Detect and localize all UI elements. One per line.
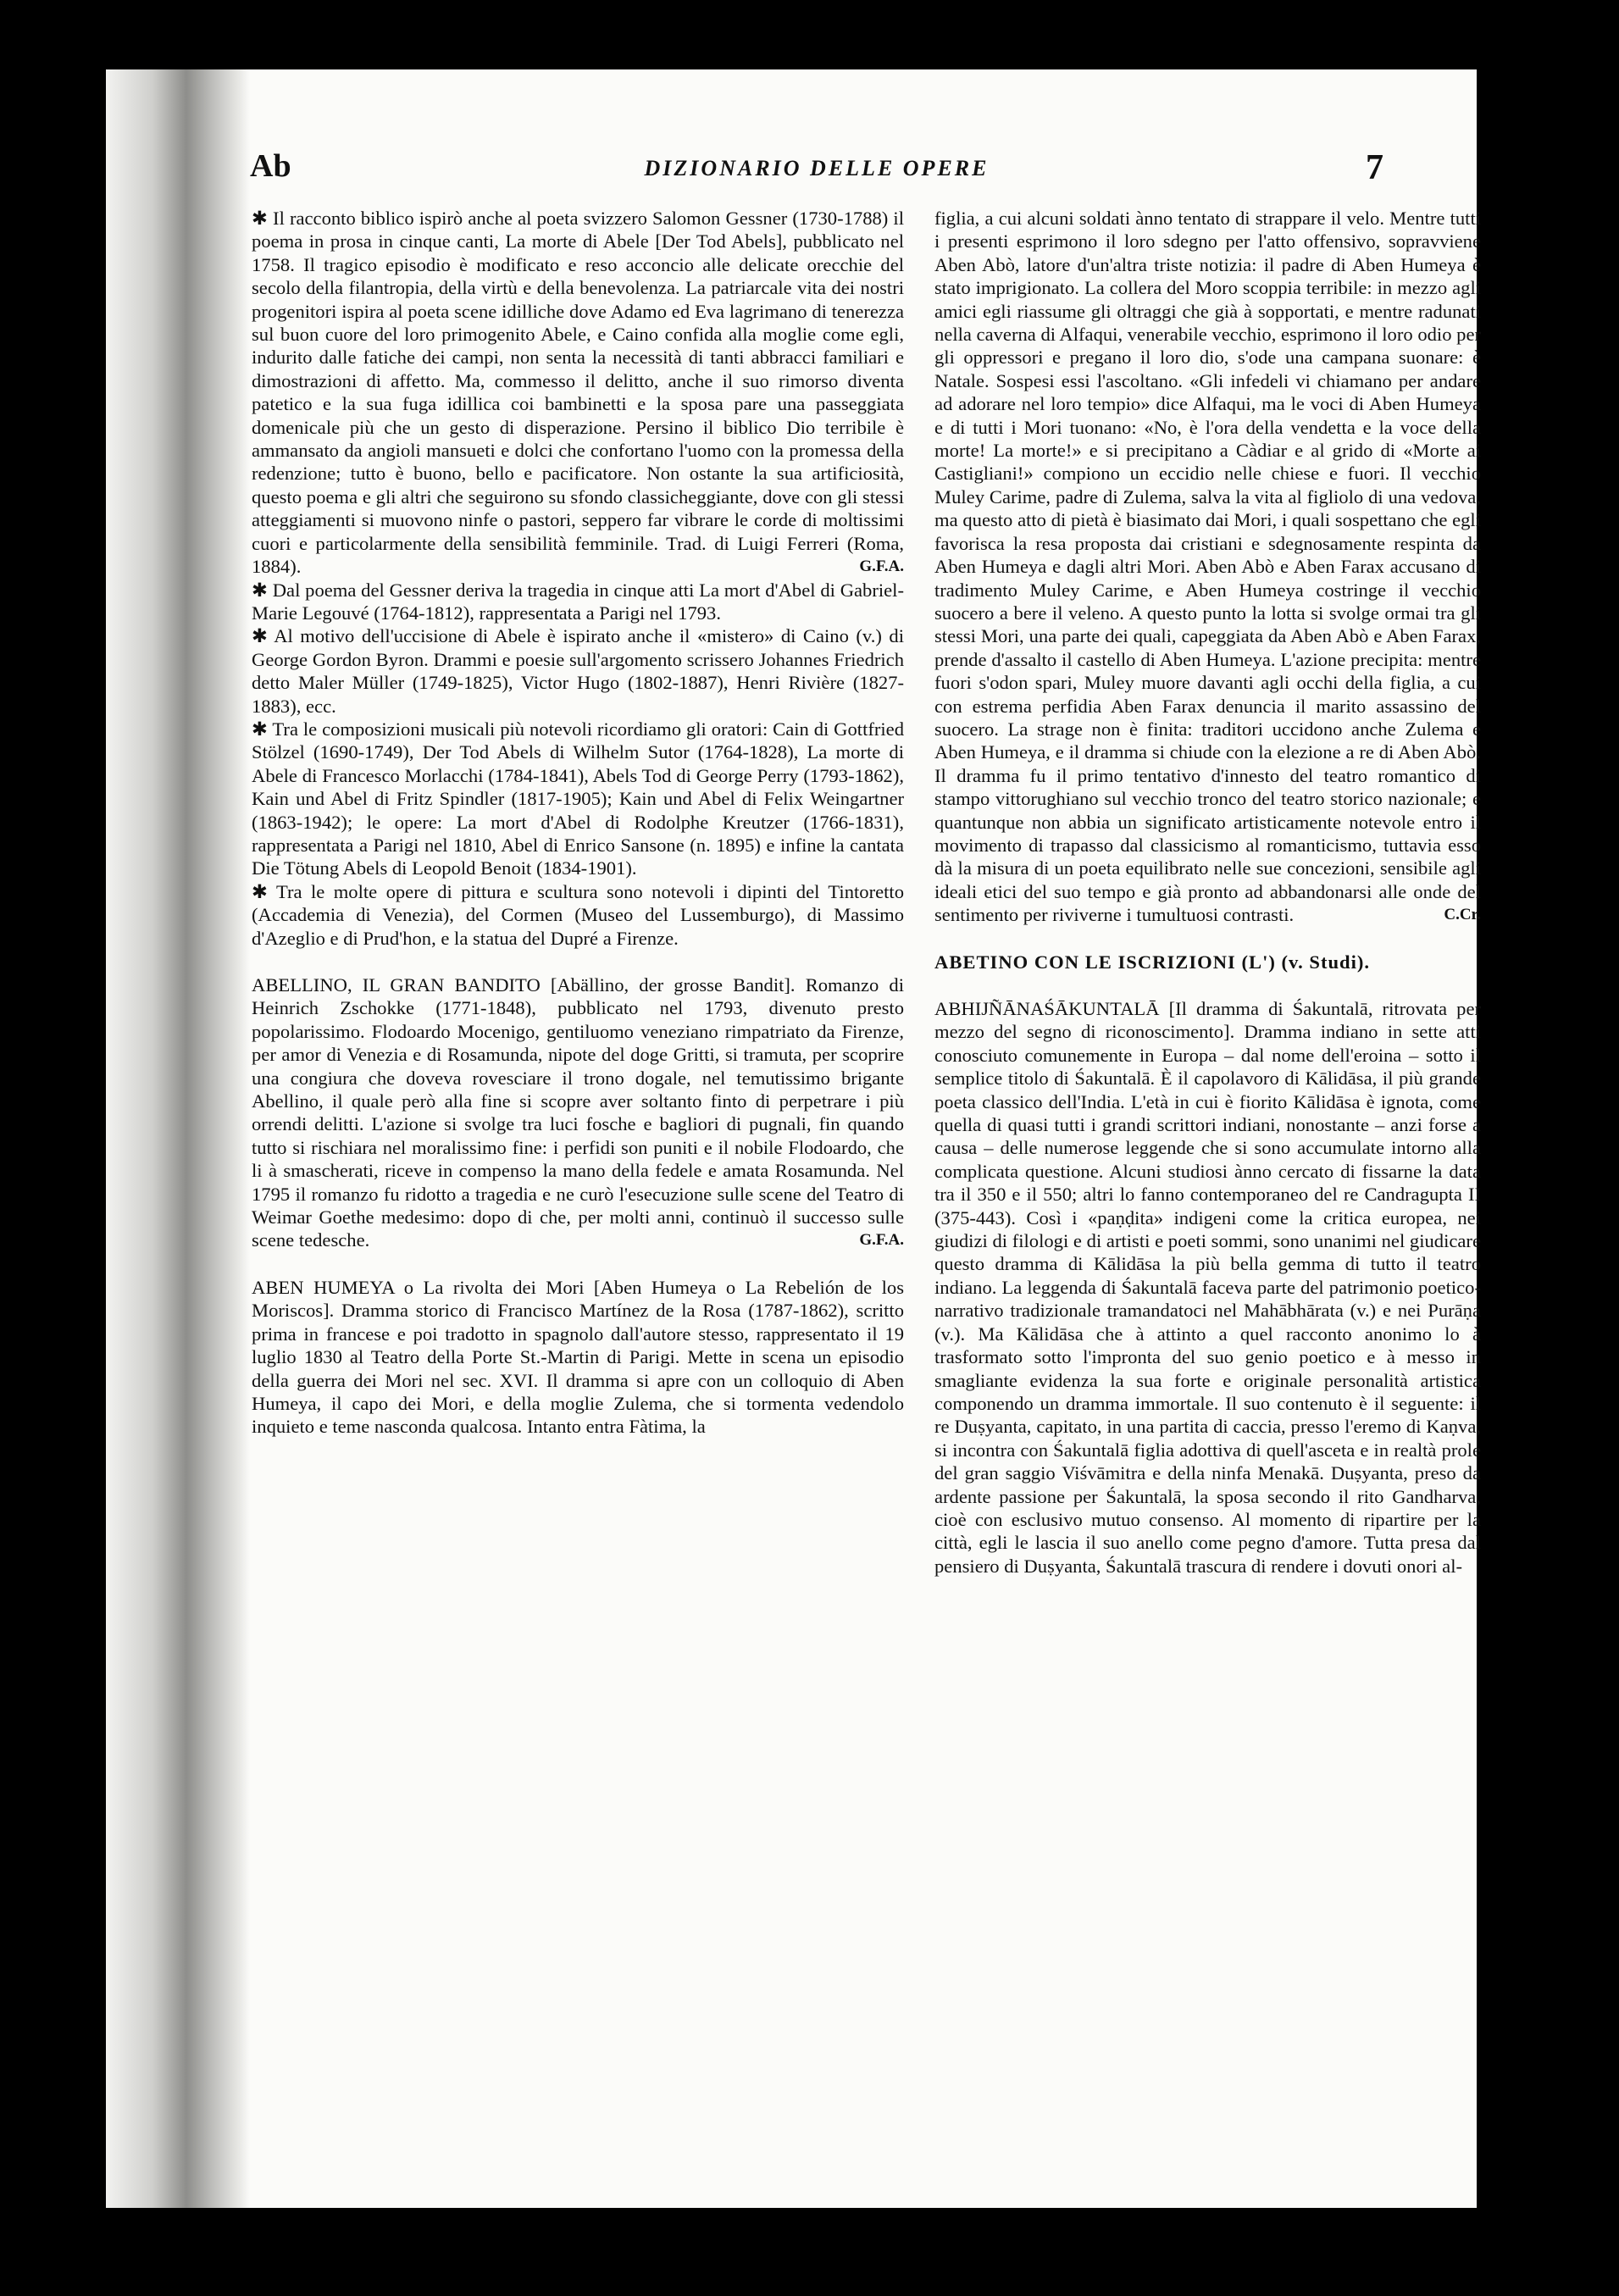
running-head	[250, 147, 1383, 198]
entry-gap	[252, 1252, 904, 1276]
entry-gap	[934, 927, 1481, 951]
right-column	[934, 207, 1481, 1578]
header-letter: Ab	[250, 148, 291, 184]
paragraph-art: ✱ Tra le molte opere di pittura e scultura sono notevoli i dipinti del Tintoretto (Accademia di Venezia), del Cormen (Museo del Lussemburgo), di Massimo d'Azeglio e di Prud'hon, e la statua del Dupré a Firenze.	[252, 880, 904, 949]
entry-abhijnanasakuntala: ABHIJÑĀNAŚĀKUNTALĀ [Il dramma di Śakuntalā, ritrovata per mezzo del segno di riconoscimento]. Dramma indiano in sette atti conosciuto comunemente in Europa – dal nome dell'eroina – sotto il semplice titolo di Śakuntalā. È il capolavoro di Kālidāsa, il più grande poeta classico dell'India. L'età in cui è fiorito Kālidāsa è ignota, come quella di quasi tutti i grandi scrittori indiani, nonostante – anzi forse a causa – delle numerose leggende che si sono accumulate intorno alla complicata questione. Alcuni studiosi ànno cercato di fissarne la data tra il 350 e il 550; altri lo fanno contemporaneo del re Candragupta II (375-443). Così i «paṇḍita» indigeni come la critica europea, nei giudizi di filologi e di artisti e poeti sommi, sono unanimi nel giudicare questo dramma di Kālidāsa la più bella gemma di tutto il teatro indiano. La leggenda di Śakuntalā faceva parte del patrimonio poetico-narrativo tradizionale tramandatoci nel Mahābhārata (v.) e nei Purāṇa (v.). Ma Kālidāsa che à attinto a quel racconto anonimo lo à trasformato sotto l'impronta del suo genio poetico e à messo in smagliante evidenza la sua forte e originale personalità artistica componendo un dramma immortale. Il suo contenuto è il seguente: il re Duṣyanta, capitato, in una partita di caccia, presso l'eremo di Kaṇva, si incontra con Śakuntalā figlia adottiva di quell'asceta e in realtà prole del gran saggio Viśvāmitra e della ninfa Menakā. Duṣyanta, preso da ardente passione per Śakuntalā, la sposa secondo il rito Gandharva, cioè con esclusivo mutuo consenso. Al momento di ripartire per la città, egli le lascia il suo anello come pegno d'amore. Tutta presa dal pensiero di Duṣyanta, Śakuntalā trascura di rendere i dovuti onori al-	[934, 998, 1481, 1577]
entry-gap	[934, 973, 1481, 997]
paragraph-byron: ✱ Al motivo dell'uccisione di Abele è ispirato anche il «mistero» di Caino (v.) di George Gordon Byron. Drammi e poesie sull'argomento scrissero Johannes Friedrich detto Maler Müller (1749-1825), Victor Hugo (1802-1887), Henri Rivière (1827-1883), ecc.	[252, 625, 904, 717]
paragraph-legouve: ✱ Dal poema del Gessner deriva la tragedia in cinque atti La mort d'Abel di Gabriel-Marie Legouvé (1764-1812), rappresentata a Parigi nel 1793.	[252, 579, 904, 624]
entry-abellino: ABELLINO, IL GRAN BANDITO [Abällino, der grosse Bandit]. Romanzo di Heinrich Zschokke (1771-1848), pubblicato nel 1793, divenuto presto popolarissimo. Flodoardo Mocenigo, gentiluomo veneziano rimpatriato da Firenze, per amor di Venezia e di Rosamunda, nipote del doge Gritti, si tramuta, per scoprire una congiura che doveva rovesciare il trono dogale, nel temutissimo brigante Abellino, il quale però alla fine si scopre aver soltanto finto di perpetrare i più orrendi delitti. L'azione si svolge tra luci fosche e bagliori di pugnali, fin quando tutto si rischiara nel moralissimo fine: i perfidi son puniti e il nobile Flodoardo, che li à smascherati, riceve in compenso la mano della fedele e amata Rosamunda. Nel 1795 il romanzo fu ridotto a tragedia e ne curò l'esecuzione sulle scene del Teatro di Weimar Goethe medesimo: dopo di che, per molti anni, continuò il successo sulle scene tedesche. G.F.A.	[252, 974, 904, 1251]
entry-abetino: ABETINO CON LE ISCRIZIONI (L') (v. Studi).	[934, 951, 1371, 973]
paragraph-aben-humeya-cont: figlia, a cui alcuni soldati ànno tentato di strappare il velo. Mentre tutti i presenti esprimono il loro sdegno per l'atto offensivo, sopravviene Aben Abò, latore d'un'altra triste notizia: il padre di Aben Humeya è stato imprigionato. La collera del Moro scoppia terribile: in mezzo agli amici egli riassume gli oltraggi che già à sopportati, e mentre radunati nella caverna di Alfaqui, venerabile vecchio, esprimono il loro odio per gli oppressori e pregano il loro dio, s'ode una campana suonare: è Natale. Sospesi essi l'ascoltano. «Gli infedeli vi chiamano per andare ad adorare nel loro tempio» dice Alfaqui, ma le voci di Aben Humeya e di tutti i Mori tuonano: «No, è l'ora della vendetta e la voce della morte! La morte!» e si precipitano a Càdiar e al grido di «Morte ai Castigliani!» compiono un eccidio nelle chiese e fuori. Il vecchio Muley Carime, padre di Zulema, salva la vita al figliolo di una vedova, ma questo atto di pietà è biasimato dai Mori, i quali sospettano che egli favorisca la resa proposta dai cristiani e sdegnosamente respinta da Aben Humeya e dagli altri Mori. Aben Abò e Aben Farax accusano di tradimento Muley Carime, e Aben Humeya costringe il vecchio suocero a bere il veleno. A questo punto la lotta si svolge ormai tra gli stessi Mori, una parte dei quali, capeggiata da Aben Abò e Aben Farax, prende d'assalto il castello di Aben Humeya. L'azione precipita: mentre fuori s'odon spari, Muley muore davanti agli occhi della figlia, a cui con estrema perfidia Aben Farax denuncia il marito assassino del suocero. La strage non è finita: traditori uccidono anche Zulema e Aben Humeya, e il dramma si chiude con la elezione a re di Aben Abò. Il dramma fu il primo tentativo d'innesto del teatro romantico di stampo vittorughiano sul vecchio tronco del teatro storico nazionale; e quantunque non abbia un significato artisticamente notevole entro il movimento di trapasso dal classicismo al romanticismo, tuttavia esso dà la misura di un poeta equilibrato nelle sue concezioni, sensibile agli ideali etici del suo tempo e già pronto ad abbandonarsi alle onde del sentimento per riviverne i tumultuosi contrasti. C.Cr.	[934, 208, 1481, 926]
entry-aben-humeya: ABEN HUMEYA o La rivolta dei Mori [Aben Humeya o La Rebelión de los Moriscos]. Dramma storico di Francisco Martínez de la Rosa (1787-1862), scritto prima in francese e poi tradotto in spagnolo dall'autore stesso, rappresentato il 19 luglio 1830 al Teatro della Porte St.-Martin di Parigi. Mette in scena un episodio della guerra dei Mori nel sec. XVI. Il dramma si apre con un colloquio di Aben Humeya, il capo dei Mori, e della moglie Zulema, che si tormenta vedendolo inquieto e teme nasconda qualcosa. Intanto entra Fàtima, la	[252, 1276, 904, 1438]
scanned-page	[106, 69, 1481, 2208]
signature: C.Cr.	[1444, 906, 1481, 924]
left-column	[252, 207, 904, 1439]
signature: G.F.A.	[859, 557, 904, 576]
paragraph-gessner: ✱ Il racconto biblico ispirò anche al poeta svizzero Salomon Gessner (1730-1788) il poema in prosa in cinque canti, La morte di Abele [Der Tod Abels], pubblicato nel 1758. Il tragico episodio è modificato e reso acconcio alle delicate orecchie del secolo della filantropia, della virtù e della benevolenza. La patriarcale vita dei nostri progenitori ispira al poeta scene idilliche dove Adamo ed Eva lagrimano di tenerezza sul buon cuore del loro primogenito Abele, e Caino confida alla moglie come egli, indurito dalle fatiche dei campi, non senta la necessità di tanti abbracci familiari e dimostrazioni di affetto. Ma, commesso il delitto, anche il suo rimorso diventa patetico e la sua fuga idillica coi bambinetti e la sposa pare una passeggiata domenicale più che un gesto di disperazione. Persino il biblico Dio terribile è ammansato da angioli mansueti e dolci che confortano l'uomo con la promessa della redenzione; tutto è buono, bello e pacificatore. Non ostante la sua artificiosità, questo poema e gli altri che seguirono su sfondo classicheggiante, dove con gli stessi atteggiamenti si muovono ninfe o pastori, seppero far vibrare le corde di moltissimi cuori e particolarmente della sensibilità femminile. Trad. di Luigi Ferreri (Roma, 1884). G.F.A.	[252, 208, 904, 578]
paragraph-music: ✱ Tra le composizioni musicali più notevoli ricordiamo gli oratori: Cain di Gottfried Stölzel (1690-1749), Der Tod Abels di Wilhelm Sutor (1764-1828), La morte di Abele di Francesco Morlacchi (1784-1841), Abels Tod di George Perry (1793-1862), Kain und Abel di Fritz Spindler (1817-1905); Kain und Abel di Felix Weingartner (1863-1942); le opere: La mort d'Abel di Rodolphe Kreutzer (1766-1831), rappresentata a Parigi nel 1810, Abel di Enrico Sansone (n. 1895) e infine la cantata Die Tötung Abels di Leopold Benoit (1834-1901).	[252, 718, 904, 879]
header-title: DIZIONARIO DELLE OPERE	[644, 156, 990, 180]
entry-gap	[252, 950, 904, 973]
page-number: 7	[1366, 148, 1383, 187]
scan-binding-shadow	[106, 69, 250, 2208]
signature: G.F.A.	[859, 1231, 904, 1250]
